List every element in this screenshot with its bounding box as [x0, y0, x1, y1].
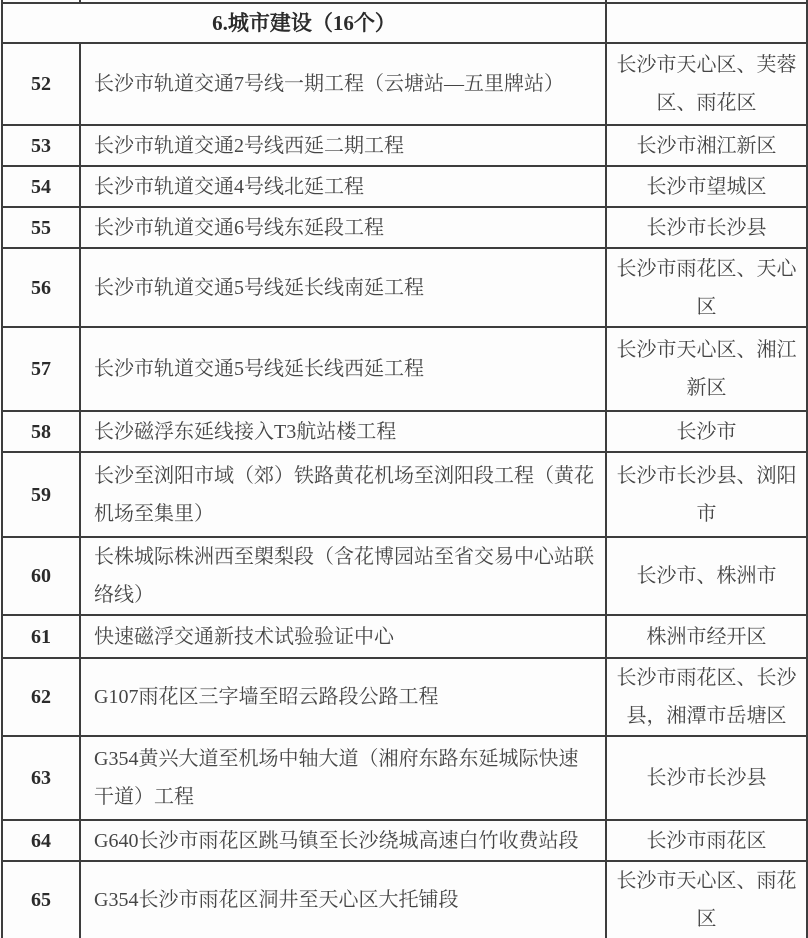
project-name: 长沙市轨道交通7号线一期工程（云塘站—五里牌站）	[80, 43, 606, 125]
project-location: 长沙市天心区、湘江新区	[606, 327, 807, 411]
project-location: 长沙市长沙县	[606, 736, 807, 820]
row-number: 57	[2, 327, 80, 411]
table-row	[2, 452, 807, 537]
row-number: 65	[2, 861, 80, 938]
project-location: 长沙市雨花区、天心区	[606, 248, 807, 327]
row-number: 58	[2, 411, 80, 452]
table-row	[2, 125, 807, 166]
project-name: 长沙磁浮东延线接入T3航站楼工程	[80, 411, 606, 452]
project-name: 快速磁浮交通新技术试验验证中心	[80, 615, 606, 658]
project-name: G107雨花区三字墙至昭云路段公路工程	[80, 658, 606, 736]
table-row	[2, 327, 807, 411]
row-number: 62	[2, 658, 80, 736]
row-number: 59	[2, 452, 80, 537]
project-location: 长沙市湘江新区	[606, 125, 807, 166]
section-header-empty-cell	[606, 3, 807, 43]
section-header: 6.城市建设（16个）	[2, 3, 606, 43]
project-location: 长沙市雨花区	[606, 820, 807, 861]
project-name: G640长沙市雨花区跳马镇至长沙绕城高速白竹收费站段	[80, 820, 606, 861]
row-number: 64	[2, 820, 80, 861]
project-name: 长沙市轨道交通6号线东延段工程	[80, 207, 606, 248]
table-row	[2, 861, 807, 938]
row-number: 53	[2, 125, 80, 166]
project-name: 长沙市轨道交通5号线延长线西延工程	[80, 327, 606, 411]
table-row	[2, 615, 807, 658]
project-location: 长沙市	[606, 411, 807, 452]
table-row	[2, 820, 807, 861]
project-location: 长沙市天心区、雨花区	[606, 861, 807, 938]
project-name: G354长沙市雨花区洞井至天心区大托铺段	[80, 861, 606, 938]
table-row	[2, 537, 807, 615]
table-row	[2, 736, 807, 820]
table-row	[2, 658, 807, 736]
project-name: 长沙市轨道交通2号线西延二期工程	[80, 125, 606, 166]
project-location: 株洲市经开区	[606, 615, 807, 658]
table-row	[2, 207, 807, 248]
row-number: 60	[2, 537, 80, 615]
project-name: 长沙市轨道交通4号线北延工程	[80, 166, 606, 207]
row-number: 55	[2, 207, 80, 248]
row-number: 56	[2, 248, 80, 327]
project-name: 长沙至浏阳市域（郊）铁路黄花机场至浏阳段工程（黄花机场至集里）	[80, 452, 606, 537]
section-header-row	[2, 3, 807, 43]
project-name: 长株城际株洲西至㮾梨段（含花博园站至省交易中心站联络线）	[80, 537, 606, 615]
project-location: 长沙市天心区、芙蓉区、雨花区	[606, 43, 807, 125]
projects-table	[1, 0, 808, 938]
project-name: G354黄兴大道至机场中轴大道（湘府东路东延城际快速干道）工程	[80, 736, 606, 820]
table-row	[2, 166, 807, 207]
project-location: 长沙市长沙县	[606, 207, 807, 248]
row-number: 52	[2, 43, 80, 125]
table-row	[2, 411, 807, 452]
row-number: 63	[2, 736, 80, 820]
row-number: 54	[2, 166, 80, 207]
project-location: 长沙市望城区	[606, 166, 807, 207]
project-location: 长沙市雨花区、长沙县，湘潭市岳塘区	[606, 658, 807, 736]
table-row	[2, 43, 807, 125]
row-number: 61	[2, 615, 80, 658]
table-row	[2, 248, 807, 327]
project-location: 长沙市长沙县、浏阳市	[606, 452, 807, 537]
project-name: 长沙市轨道交通5号线延长线南延工程	[80, 248, 606, 327]
project-location: 长沙市、株洲市	[606, 537, 807, 615]
